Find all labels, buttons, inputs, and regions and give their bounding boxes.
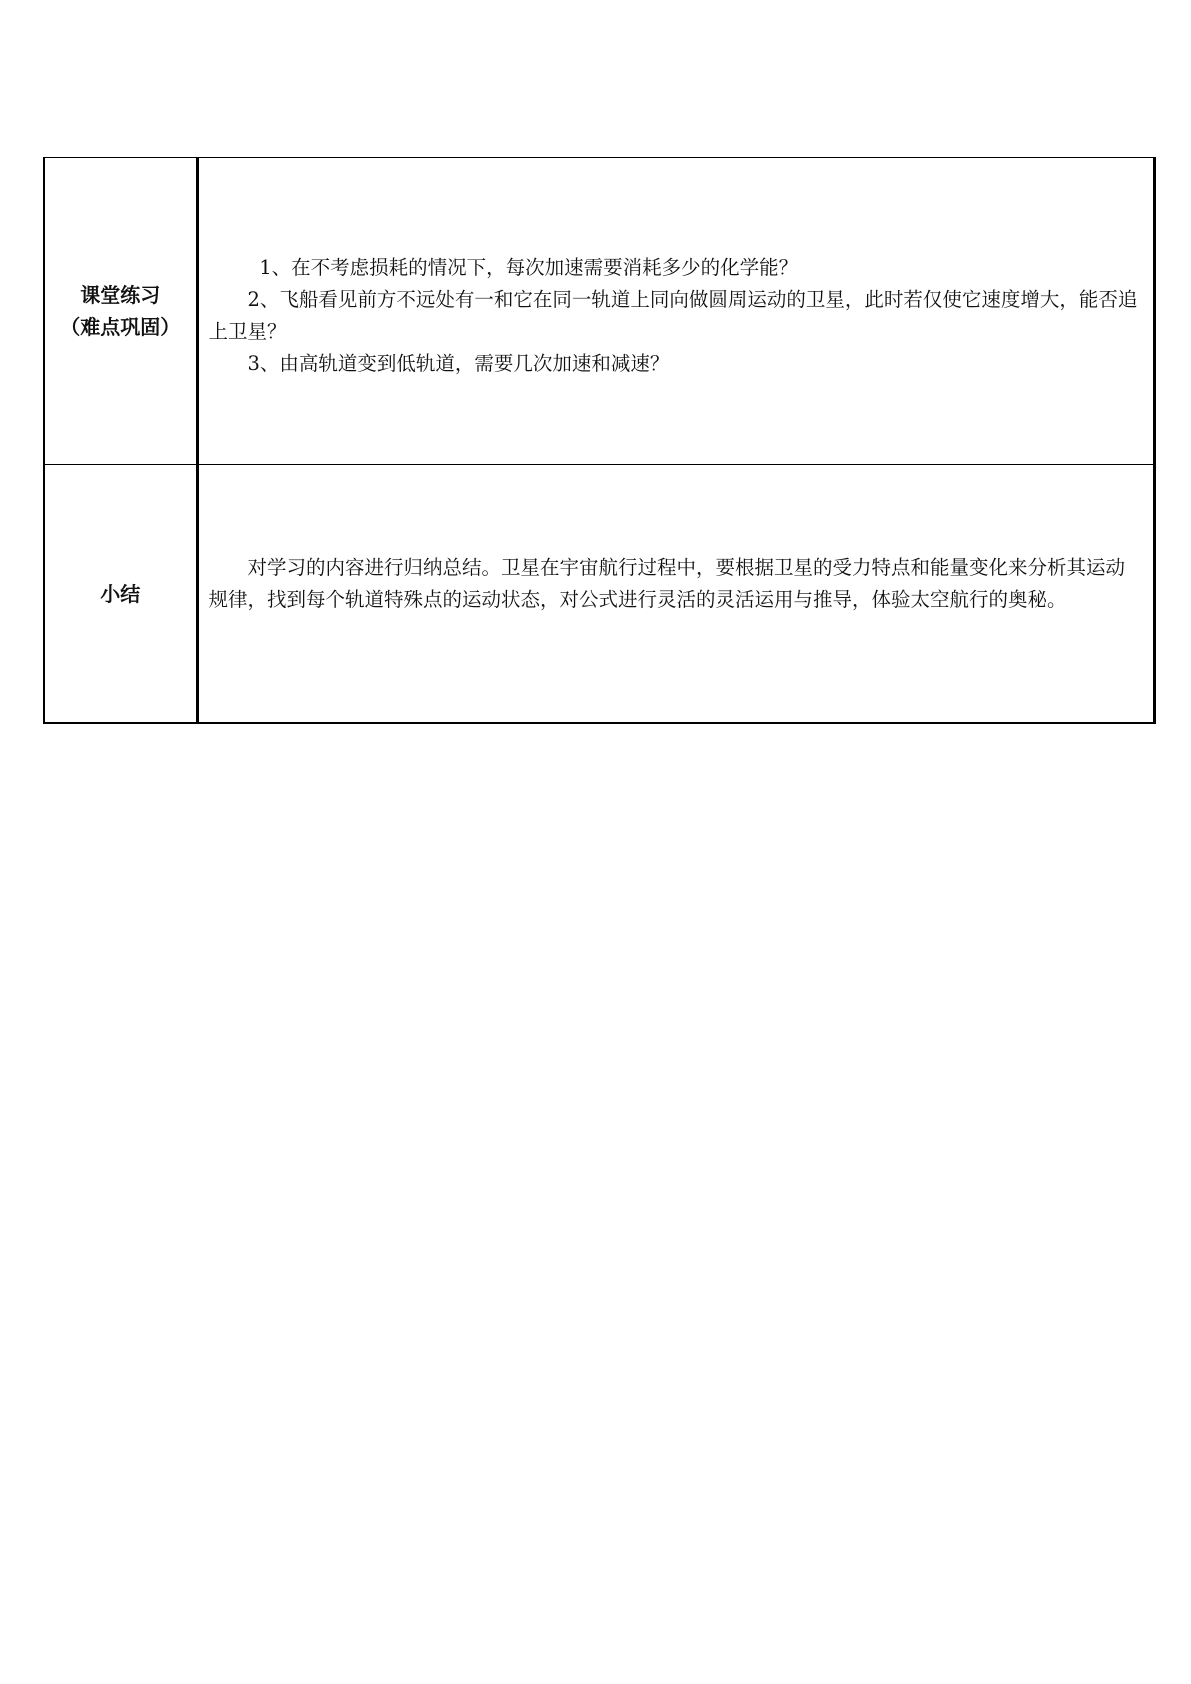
- row-content-cell: [197, 158, 1154, 465]
- exercise-question-3: 3、由高轨道变到低轨道，需要几次加速和减速？: [247, 352, 670, 375]
- table-row-summary: [44, 465, 1154, 724]
- exercise-question-2: 2、飞船看见前方不远处有一和它在同一轨道上同向做圆周运动的卫星，此时若仅使它速度增大，能否追上卫星？: [208, 288, 1138, 343]
- table-row-classroom-practice: [44, 158, 1154, 465]
- summary-paragraph: 对学习的内容进行归纳总结。卫星在宇宙航行过程中，要根据卫星的受力特点和能量变化来分析其运动规律，找到每个轨道特殊点的运动状态，对公式进行灵活的灵活运用与推导，体验太空航行的奥秘。: [208, 555, 1126, 611]
- row-label-title: 小结: [100, 581, 141, 606]
- row-content-cell: [197, 465, 1154, 724]
- exercise-question-1: 1、在不考虑损耗的情况下，每次加速需要消耗多少的化学能？: [259, 256, 799, 279]
- row-label-subtitle: （难点巩固）: [60, 315, 181, 339]
- row-label-cell: [44, 158, 197, 465]
- lesson-plan-table: [43, 157, 1156, 724]
- row-label-title: 课堂练习: [80, 283, 161, 307]
- row-label-cell: [44, 465, 197, 724]
